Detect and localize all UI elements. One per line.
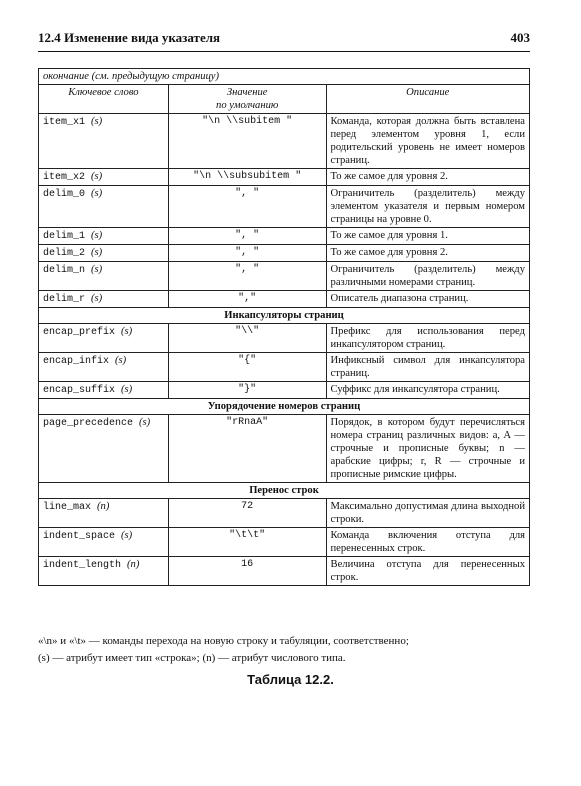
- default-value-cell: "rRnaA": [168, 415, 326, 483]
- description-cell: Ограничитель (разделитель) между различными номерами страниц.: [326, 262, 529, 291]
- table-row: [39, 353, 530, 382]
- description-cell: Описатель диапазона страниц.: [326, 291, 529, 308]
- default-value-cell: "{": [168, 353, 326, 382]
- keyword-cell: encap_suffix (s): [39, 382, 169, 399]
- note-line: «\n» и «\t» — команды перехода на новую строку и табуляции, соответственно;: [38, 635, 409, 647]
- table-row: [39, 415, 530, 483]
- description-cell: Инфиксный символ для инкапсулятора страниц.: [326, 353, 529, 382]
- keyword-table: [38, 68, 530, 586]
- keyword-cell: encap_prefix (s): [39, 324, 169, 353]
- keyword-cell: delim_n (s): [39, 262, 169, 291]
- keyword-cell: indent_space (s): [39, 528, 169, 557]
- section-row: [39, 483, 530, 499]
- section-title: Упорядочение номеров страниц: [39, 399, 530, 415]
- table-row: [39, 228, 530, 245]
- keyword-cell: delim_2 (s): [39, 245, 169, 262]
- default-value-cell: "\n \\subsubitem ": [168, 169, 326, 186]
- keyword-cell: item_x2 (s): [39, 169, 169, 186]
- keyword-cell: encap_infix (s): [39, 353, 169, 382]
- table-notes: [38, 633, 538, 667]
- table-caption: Таблица 12.2.: [247, 672, 334, 687]
- section-title: 12.4 Изменение вида указателя: [38, 30, 221, 45]
- keyword-cell: delim_0 (s): [39, 186, 169, 228]
- default-value-cell: ", ": [168, 228, 326, 245]
- default-value-cell: "\t\t": [168, 528, 326, 557]
- table-row: [39, 528, 530, 557]
- description-cell: Порядок, в котором будут перечисляться номера страниц различных видов: a, A — строчные и прописные буквы; n — арабские цифры; r, R — строчные и прописные римские цифры.: [326, 415, 529, 483]
- default-value-cell: ",": [168, 291, 326, 308]
- table-row: [39, 186, 530, 228]
- keyword-cell: item_x1 (s): [39, 114, 169, 169]
- section-row: [39, 308, 530, 324]
- default-value-cell: ", ": [168, 245, 326, 262]
- section-title: Перенос строк: [39, 483, 530, 499]
- section-row: [39, 399, 530, 415]
- default-value-cell: "\n \\subitem ": [168, 114, 326, 169]
- header-keyword: Ключевое слово: [39, 85, 169, 114]
- keyword-cell: line_max (n): [39, 499, 169, 528]
- table-row: [39, 245, 530, 262]
- default-value-cell: 16: [168, 557, 326, 586]
- header-rule: [38, 51, 530, 52]
- table-row: [39, 169, 530, 186]
- table-row: [39, 499, 530, 528]
- default-value-cell: ", ": [168, 186, 326, 228]
- description-cell: То же самое для уровня 1.: [326, 228, 529, 245]
- description-cell: Ограничитель (разделитель) между элементом указателя и первым номером страницы на уровне 0.: [326, 186, 529, 228]
- keyword-cell: indent_length (n): [39, 557, 169, 586]
- table-row: [39, 324, 530, 353]
- description-cell: Суффикс для инкапсулятора страниц.: [326, 382, 529, 399]
- default-value-cell: "}": [168, 382, 326, 399]
- default-value-cell: "\\": [168, 324, 326, 353]
- table-row: [39, 557, 530, 586]
- keyword-cell: delim_1 (s): [39, 228, 169, 245]
- table-row: [39, 382, 530, 399]
- description-cell: Префикс для использования перед инкапсулятором страниц.: [326, 324, 529, 353]
- section-title: Инкапсуляторы страниц: [39, 308, 530, 324]
- page-number: 403: [510, 30, 530, 45]
- continuation-note: окончание (см. предыдущую страницу): [39, 69, 530, 85]
- description-cell: Максимально допустимая длина выходной строки.: [326, 499, 529, 528]
- keyword-cell: page_precedence (s): [39, 415, 169, 483]
- description-cell: Команда, которая должна быть вставлена перед элементом уровня 1, если родительский уровень не имеет номеров страниц.: [326, 114, 529, 169]
- table-row: [39, 114, 530, 169]
- description-cell: Величина отступа для перенесенных строк.: [326, 557, 529, 586]
- default-value-cell: ", ": [168, 262, 326, 291]
- description-cell: То же самое для уровня 2.: [326, 245, 529, 262]
- default-value-cell: 72: [168, 499, 326, 528]
- header-description: Описание: [326, 85, 529, 114]
- keyword-cell: delim_r (s): [39, 291, 169, 308]
- description-cell: Команда включения отступа для перенесенных строк.: [326, 528, 529, 557]
- table-row: [39, 291, 530, 308]
- running-header: [38, 30, 530, 48]
- description-cell: То же самое для уровня 2.: [326, 169, 529, 186]
- table-row: [39, 262, 530, 291]
- note-line: (s) — атрибут имеет тип «строка»; (n) — атрибут числового типа.: [38, 652, 346, 664]
- header-default: Значение по умолчанию: [168, 85, 326, 114]
